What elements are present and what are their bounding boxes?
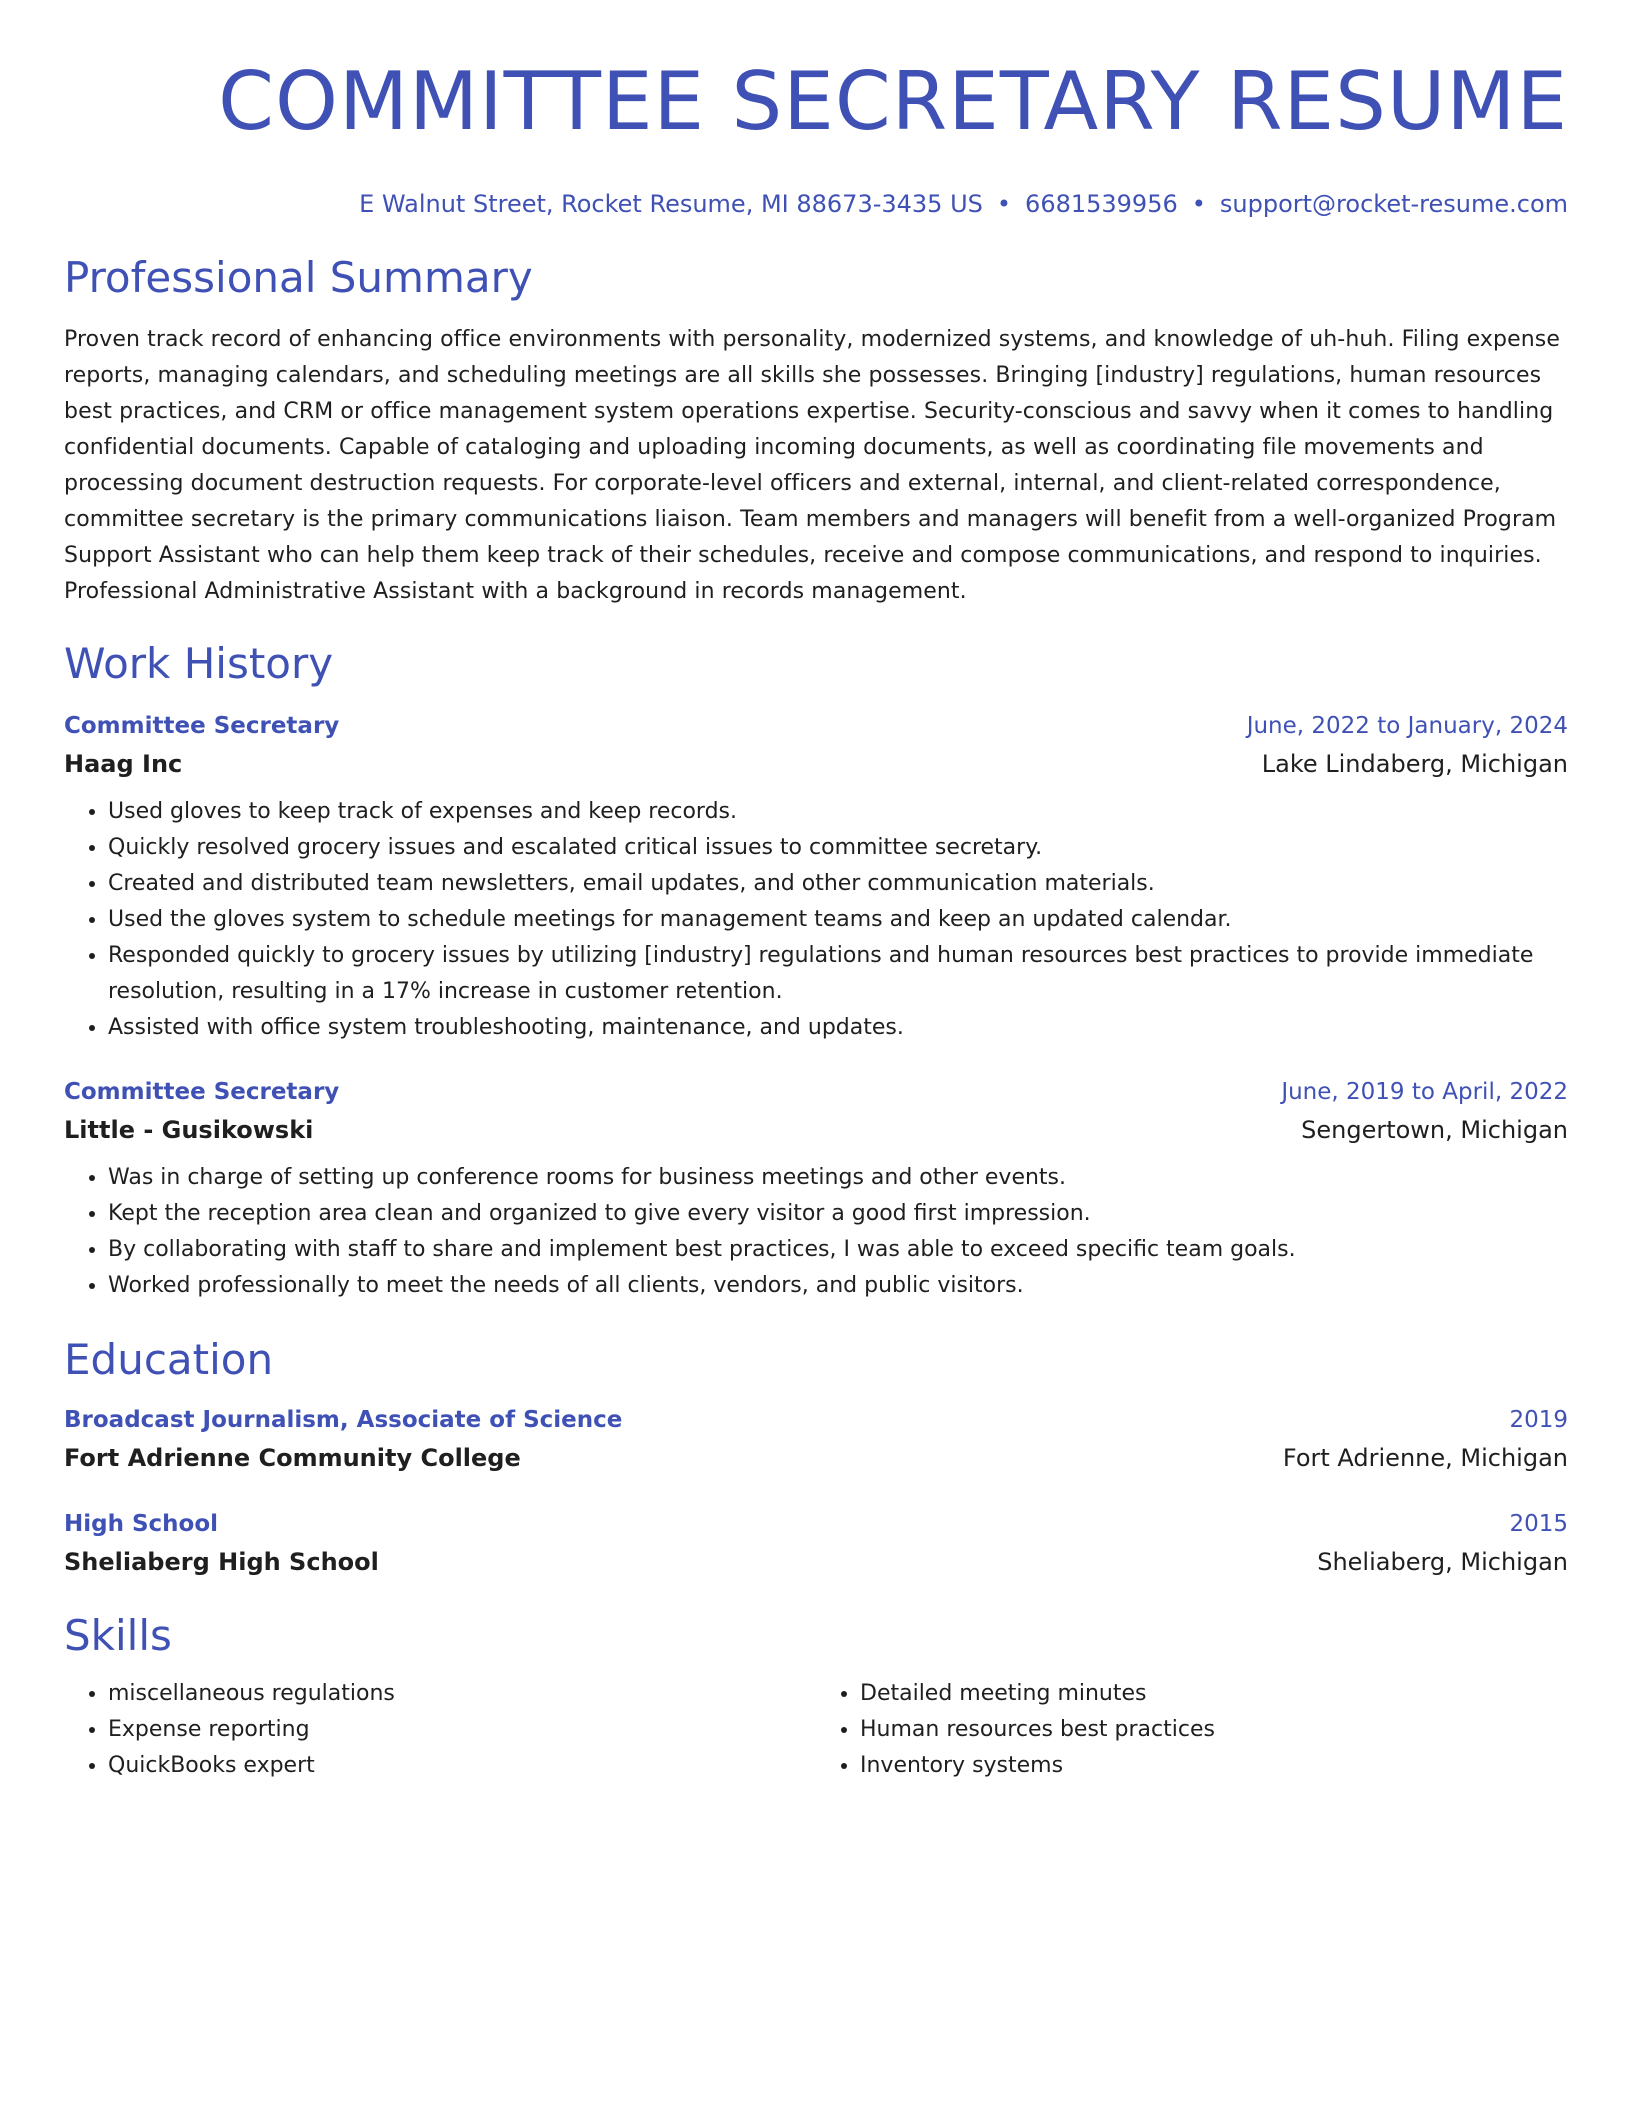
contact-address: E Walnut Street, Rocket Resume, MI 88673-3435 US xyxy=(359,190,983,218)
summary-text: Proven track record of enhancing office environments with personality, modernized systems, and knowledge of uh-huh. Filing expense reports, managing calendars, and scheduling meetings are all skills she possesses. Bringing [industry] regulations, human resources best practices, and CRM or office management system operations expertise. Security-conscious and savvy when it comes to handling confidential documents. Capable of cataloging and uploading incoming documents, as well as coordinating file movements and processing document destruction requests. For corporate-level officers and external, internal, and client-related correspondence, committee secretary is the primary communications liaison. Team members and managers will benefit from a well-organized Program Support Assistant who can help them keep track of their schedules, receive and compose communications, and respond to inquiries. Professional Administrative Assistant with a background in records management. xyxy=(64,327,1560,604)
employer-name: Haag Inc xyxy=(64,750,183,778)
employer-name: Little - Gusikowski xyxy=(64,1116,314,1144)
job-entry xyxy=(64,708,1568,1046)
job-title: Committee Secretary xyxy=(64,1079,340,1105)
skills-list xyxy=(64,1676,1568,1784)
job-employer-row xyxy=(64,744,1568,784)
job-bullets xyxy=(64,1160,1568,1304)
contact-line xyxy=(64,188,1568,220)
job-bullet: • Quickly resolved grocery issues and escalated critical issues to committee secretary. xyxy=(108,830,1568,866)
job-bullet: • Assisted with office system troubleshooting, maintenance, and updates. xyxy=(108,1010,1568,1046)
school-name: Fort Adrienne Community College xyxy=(64,1444,521,1472)
job-location: Sengertown, Michigan xyxy=(1301,1116,1568,1144)
job-header-row xyxy=(64,708,1568,744)
school-location: Fort Adrienne, Michigan xyxy=(1282,1444,1568,1472)
education-entry xyxy=(64,1506,1568,1582)
skill-item: • Expense reporting xyxy=(108,1712,816,1748)
job-bullet: • Responded quickly to grocery issues by utilizing [industry] regulations and human resources best practices to provide immediate resolution, resulting in a 17% increase in customer retention. xyxy=(108,938,1568,1010)
skill-item: • Human resources best practices xyxy=(860,1712,1568,1748)
degree-name: Broadcast Journalism, Associate of Science xyxy=(64,1407,623,1433)
job-employer-row xyxy=(64,1110,1568,1150)
resume-header xyxy=(64,0,1568,220)
job-header-row xyxy=(64,1074,1568,1110)
education-degree-row xyxy=(64,1402,1568,1438)
graduation-year: 2015 xyxy=(1509,1511,1568,1537)
education-degree-row xyxy=(64,1506,1568,1542)
job-entry xyxy=(64,1074,1568,1304)
skills-column-right xyxy=(816,1676,1568,1784)
contact-separator: • xyxy=(1191,190,1206,218)
job-bullet: • Worked professionally to meet the needs of all clients, vendors, and public visitors. xyxy=(108,1268,1568,1304)
education-heading: Education xyxy=(64,1335,274,1384)
job-location: Lake Lindaberg, Michigan xyxy=(1261,750,1568,778)
job-bullet: • By collaborating with staff to share and implement best practices, I was able to exceed specific team goals. xyxy=(108,1232,1568,1268)
contact-separator: • xyxy=(996,190,1012,218)
summary-heading: Professional Summary xyxy=(64,253,533,302)
job-bullet: • Kept the reception area clean and organized to give every visitor a good first impression. xyxy=(108,1196,1568,1232)
resume-title: COMMITTEE SECRETARY RESUME xyxy=(218,55,1568,148)
education-school-row xyxy=(64,1438,1568,1478)
graduation-year: 2019 xyxy=(1509,1407,1568,1433)
skill-item: • Inventory systems xyxy=(860,1748,1568,1784)
skill-item: • miscellaneous regulations xyxy=(108,1676,816,1712)
education-school-row xyxy=(64,1542,1568,1582)
skill-item: • QuickBooks expert xyxy=(108,1748,816,1784)
job-bullet: • Was in charge of setting up conference rooms for business meetings and other events. xyxy=(108,1160,1568,1196)
contact-email[interactable]: support@rocket-resume.com xyxy=(1219,190,1568,218)
work-history-heading: Work History xyxy=(64,639,334,688)
job-title: Committee Secretary xyxy=(64,713,340,739)
job-bullet: • Used gloves to keep track of expenses and keep records. xyxy=(108,794,1568,830)
school-name: Sheliaberg High School xyxy=(64,1548,379,1576)
education-entry xyxy=(64,1402,1568,1478)
job-bullet: • Created and distributed team newsletters, email updates, and other communication materials. xyxy=(108,866,1568,902)
job-dates: June, 2022 to January, 2024 xyxy=(1246,713,1568,739)
school-location: Sheliaberg, Michigan xyxy=(1317,1548,1568,1576)
skill-item: • Detailed meeting minutes xyxy=(860,1676,1568,1712)
skills-column-left xyxy=(64,1676,816,1784)
job-bullets xyxy=(64,794,1568,1046)
job-bullet: • Used the gloves system to schedule meetings for management teams and keep an updated calendar. xyxy=(108,902,1568,938)
skills-heading: Skills xyxy=(64,1611,172,1660)
contact-phone: 6681539956 xyxy=(1025,190,1178,218)
job-dates: June, 2019 to April, 2022 xyxy=(1281,1079,1568,1105)
degree-name: High School xyxy=(64,1511,219,1537)
